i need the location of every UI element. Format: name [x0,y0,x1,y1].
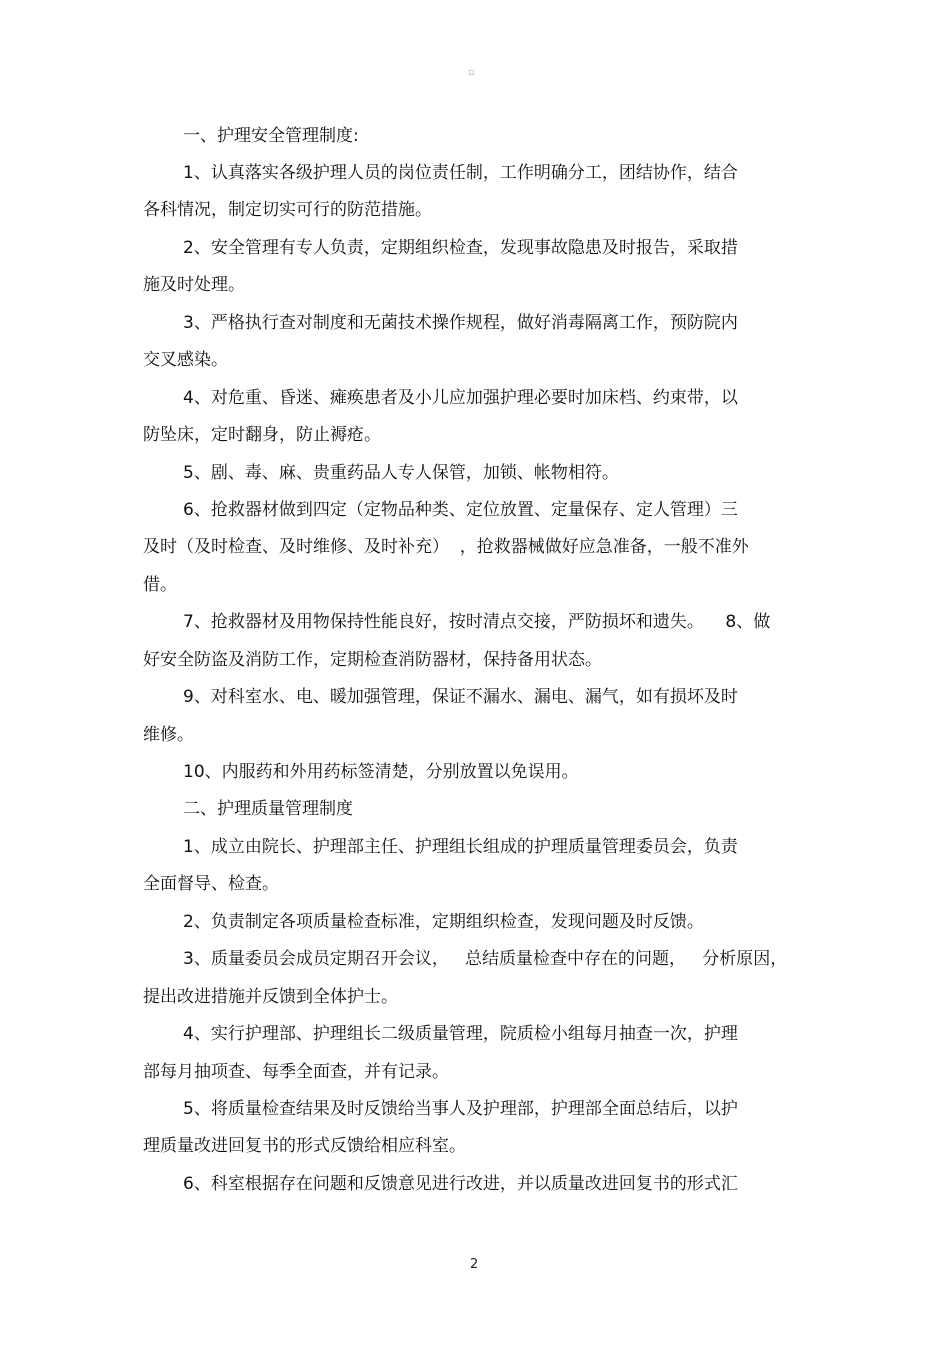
paragraph-line: 10、内服药和外用药标签清楚，分别放置以免误用。 [183,762,579,782]
section-heading-quality: 二、护理质量管理制度 [183,799,353,819]
paragraph-line: 好安全防盗及消防工作，定期检查消防器材，保持备用状态。 [143,650,602,670]
header-mark: ▫ [468,68,475,78]
paragraph-line: 部每月抽项查、每季全面查，并有记录。 [143,1062,449,1082]
paragraph-line: 借。 [143,575,177,595]
paragraph-line: 7、抢救器材及用物保持性能良好，按时清点交接，严防损坏和遗失。 8、做 [183,612,771,632]
paragraph-line: 交叉感染。 [143,350,228,370]
paragraph-line: 理质量改进回复书的形式反馈给相应科室。 [143,1136,466,1156]
paragraph-line: 5、剧、毒、麻、贵重药品人专人保管，加锁、帐物相符。 [183,463,619,483]
paragraph-line: 5、将质量检查结果及时反馈给当事人及护理部，护理部全面总结后，以护 [183,1099,738,1119]
paragraph-line: 6、科室根据存在问题和反馈意见进行改进，并以质量改进回复书的形式汇 [183,1174,738,1194]
paragraph-line: 3、严格执行查对制度和无菌技术操作规程，做好消毒隔离工作，预防院内 [183,313,738,333]
section-heading-safety: 一、护理安全管理制度: [183,126,359,146]
paragraph-line: 全面督导、检查。 [143,874,279,894]
paragraph-line: 防坠床，定时翻身，防止褥疮。 [143,425,381,445]
paragraph-line: 6、抢救器材做到四定（定物品种类、定位放置、定量保存、定人管理）三 [183,500,738,520]
paragraph-line: 提出改进措施并反馈到全体护士。 [143,987,398,1007]
paragraph-line: 1、成立由院长、护理部主任、护理组长组成的护理质量管理委员会，负责 [183,837,738,857]
paragraph-line: 3、质量委员会成员定期召开会议， 总结质量检查中存在的问题， 分析原因， [183,949,788,969]
paragraph-line: 4、实行护理部、护理组长二级质量管理，院质检小组每月抽查一次，护理 [183,1024,738,1044]
paragraph-line: 2、负责制定各项质量检查标准，定期组织检查，发现问题及时反馈。 [183,912,704,932]
page-number: 2 [470,1257,479,1272]
paragraph-line: 2、安全管理有专人负责，定期组织检查，发现事故隐患及时报告，采取措 [183,238,738,258]
paragraph-line: 维修。 [143,725,194,745]
paragraph-line: 4、对危重、昏迷、瘫痪患者及小儿应加强护理必要时加床档、约束带，以 [183,388,738,408]
paragraph-line: 9、对科室水、电、暖加强管理，保证不漏水、漏电、漏气，如有损坏及时 [183,687,738,707]
paragraph-line: 各科情况，制定切实可行的防范措施。 [143,200,432,220]
paragraph-line: 施及时处理。 [143,275,245,295]
paragraph-line: 及时（及时检查、及时维修、及时补充） ，抢救器械做好应急准备，一般不准外 [143,537,749,557]
paragraph-line: 1、认真落实各级护理人员的岗位责任制，工作明确分工，团结协作，结合 [183,163,738,183]
